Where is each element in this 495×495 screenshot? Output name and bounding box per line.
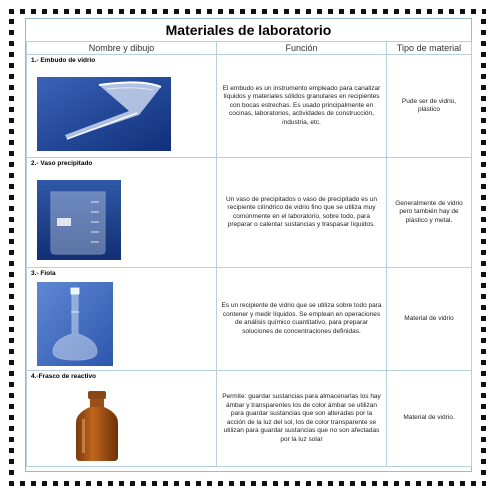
table-row: [27, 268, 472, 371]
name-cell: [27, 55, 217, 158]
type-cell: Generalmente de vidrio pero también hay de plástico y metal.: [387, 158, 472, 268]
function-cell: El embudo es un instrumento empleado para canalizar líquidos y materiales sólidos granulares en recipientes con bocas estrechas. Es usado principalmente en cocinas, laboratorios, actividades de construcción, industria, etc.: [217, 55, 387, 158]
row-name: 4.-Frasco de reactivo: [31, 373, 97, 380]
amber-reagent-bottle-image: [72, 389, 122, 463]
page-title: Materiales de laboratorio: [165, 22, 332, 38]
function-cell: Permite: guardar sustancias para almacenarlas los hay ámbar y transparentes los de color ámbar se utilizan para guardar sustancias que son alteradas por la acción de la luz del sol, los de color transparente se utilizan para guardar sustancias que no son afectadas por la luz solar: [217, 371, 387, 467]
table-row: [27, 371, 472, 467]
function-cell: Es un recipiente de vidrio que se utiliza sobre todo para contener y medir líquidos. Se emplean en operaciones de análisis químico cuantitativo, para preparar soluciones de concentraciones definidas.: [217, 268, 387, 371]
row-name: 3.- Fiola: [31, 270, 56, 277]
header-function: Función: [217, 42, 387, 55]
table-header-row: [27, 42, 472, 55]
row-name: 1.- Embudo de vidrio: [31, 57, 96, 64]
volumetric-flask-image: [37, 282, 113, 366]
document-sheet: [25, 18, 472, 472]
beaker-image: [37, 180, 121, 260]
name-cell: [27, 268, 217, 371]
name-cell: [27, 371, 217, 467]
type-cell: Material de vidrio: [387, 268, 472, 371]
table-row: [27, 55, 472, 158]
header-type: Tipo de material: [387, 42, 472, 55]
name-cell: [27, 158, 217, 268]
type-cell: Material de vidrio.: [387, 371, 472, 467]
row-name: 2.- Vaso precipitado: [31, 160, 93, 167]
table-row: [27, 158, 472, 268]
function-cell: Un vaso de precipitados o vaso de precipitado es un recipiente cilíndrico de vidrio fino que se utiliza muy comúnmente en el laboratorio, sobre todo, para preparar o calentar sustancias y traspasar líquidos.: [217, 158, 387, 268]
glass-funnel-image: [37, 77, 171, 151]
materials-table: [26, 41, 472, 467]
type-cell: Pude ser de vidrio, plástico: [387, 55, 472, 158]
header-name: Nombre y dibujo: [27, 42, 217, 55]
